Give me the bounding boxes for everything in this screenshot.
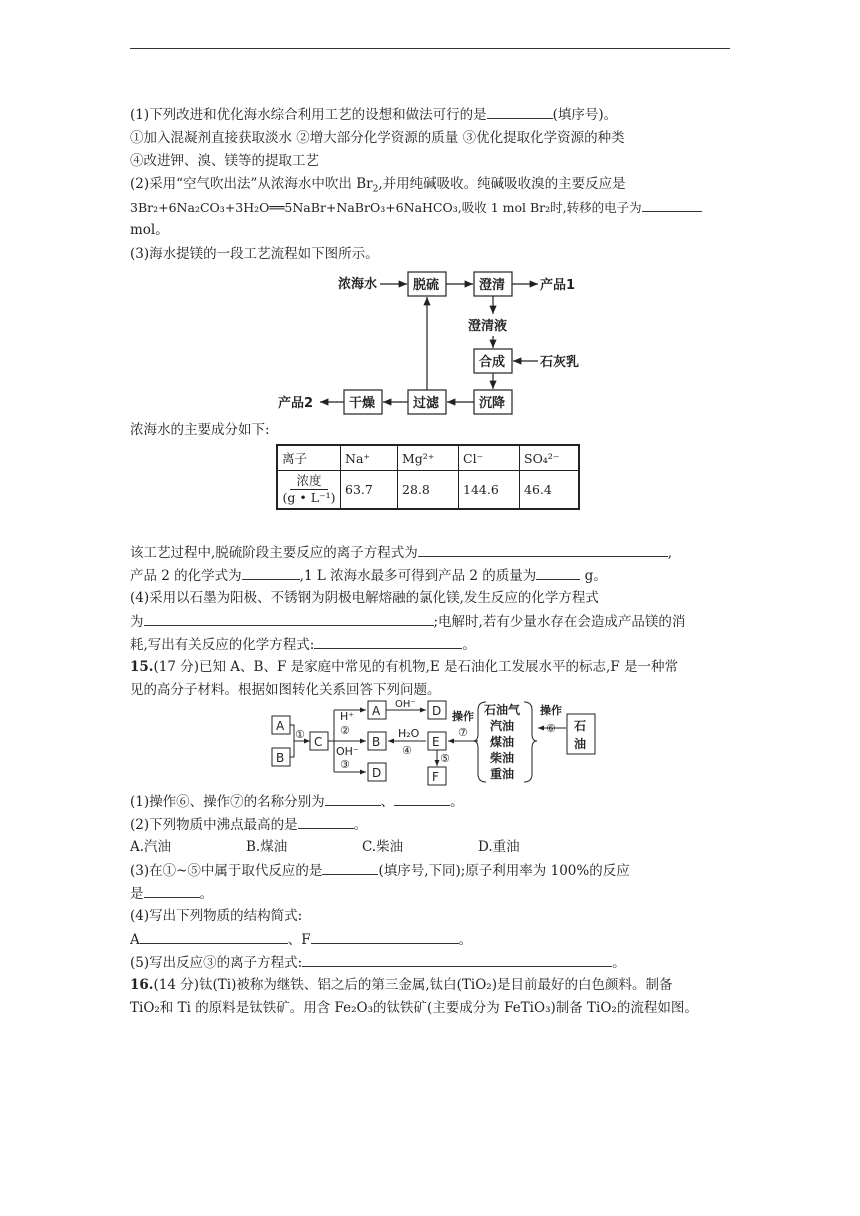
row-label-bottom: (g • L⁻¹) [282, 490, 336, 505]
p15-a-text: (17 分)已知 A、B、F 是家庭中常见的有机物,E 是石油化工发展水平的标志,F 是一种常 [153, 659, 679, 675]
reaction-6: ⑥ [546, 722, 556, 735]
p15-q3-line [130, 860, 630, 881]
q2-line-a: (2)采用“空气吹出法”从浓海水中吹出 $Br_2$,并用纯碱吸收。纯碱吸收溴的主要反应是 [130, 176, 626, 195]
flow-product1: 产品1 [540, 278, 576, 293]
p15-q1-text: (1)操作⑥、操作⑦的名称分别为 [130, 794, 325, 810]
p15-q3-blank2 [144, 883, 200, 898]
q4-b-blank [144, 611, 434, 626]
option-d: D.重油 [478, 839, 520, 855]
p15-q3-blank1 [322, 860, 378, 875]
table-header: Cl⁻ [459, 445, 520, 471]
q2-equation-tail: ,吸收 1 mol Br₂时,转移的电子为 [457, 200, 642, 215]
table-cell: 63.7 [341, 471, 398, 510]
node-A-right: A [372, 704, 381, 718]
q3-c-text1: 产品 2 的化学式为 [130, 568, 242, 584]
p15-q5-text: (5)写出反应③的离子方程式: [130, 955, 303, 971]
p15-q2-blank [298, 814, 354, 829]
flow-settle: 沉降 [479, 396, 506, 411]
reaction-3: ③ [340, 758, 350, 771]
p15-number: 15. [130, 659, 154, 675]
p15-q4-line2 [130, 929, 472, 950]
flow-lime: 石灰乳 [540, 355, 580, 370]
reaction-5: ⑤ [440, 752, 450, 765]
flow-dry: 干燥 [349, 396, 376, 411]
cond-h2o: H₂O [398, 727, 420, 740]
q4-b-line [130, 611, 685, 632]
q1-line [130, 104, 617, 125]
reaction-4: ④ [402, 744, 412, 757]
p15-q3-line2 [130, 883, 213, 904]
concentration-table [276, 444, 580, 510]
q1-tail: (填序号)。 [552, 107, 618, 123]
q2-line-b [130, 197, 702, 218]
petro-diesel: 柴油 [490, 751, 515, 765]
q2-text-a2: ,并用纯碱吸收。纯碱吸收溴的主要反应是 [378, 176, 626, 192]
magnesium-flow-diagram [270, 262, 600, 422]
p15-q4-f: 、F [287, 932, 311, 948]
label-op7: 操作 [452, 710, 474, 723]
p15-a-line [130, 657, 678, 677]
cond-hplus: H⁺ [340, 710, 355, 723]
q1-options-a: ①加入混凝剂直接获取淡水 ②增大部分化学资源的质量 ③优化提取化学资源的种类 [130, 130, 625, 146]
flow-filter: 过滤 [413, 396, 440, 411]
top-rule [130, 48, 730, 49]
node-B-left: B [276, 751, 285, 765]
q1-blank [487, 104, 553, 119]
petro-gasoline: 汽油 [490, 719, 515, 733]
q4-a-text: (4)采用以石墨为阳极、不锈钢为阴极电解熔融的氯化镁,发生反应的化学方程式 [130, 590, 599, 606]
p15-q2-end: 。 [353, 817, 368, 833]
option-a: A.汽油 [130, 839, 172, 855]
table-header: Mg²⁺ [398, 445, 459, 471]
q2-unit: mol。 [130, 222, 169, 238]
q2-equation: 3Br₂+6Na₂CO₃+3H₂O══5NaBr+NaBrO₃+6NaHCO₃ [130, 200, 458, 215]
node-D-lower: D [372, 766, 382, 780]
p15-q5-blank [302, 952, 612, 967]
petro-heavy-oil: 重油 [490, 767, 515, 781]
petro-gas: 石油气 [484, 703, 521, 717]
option-c: C.柴油 [362, 839, 404, 855]
option-b: B.煤油 [246, 839, 288, 855]
q1-options-b: ④改进钾、溴、镁等的提取工艺 [130, 153, 319, 169]
table-cell: 46.4 [520, 471, 580, 510]
p15-q5-line [130, 952, 626, 973]
p15-q2-text: (2)下列物质中沸点最高的是 [130, 817, 298, 833]
p15-q3-end: 。 [199, 886, 213, 902]
organic-conversion-diagram [268, 698, 600, 788]
p15-options [130, 837, 520, 857]
p16-a-text: (14 分)钛(Ti)被称为继铁、铝之后的第三金属,钛白(TiO₂)是目前最好的白色颜料。制备 [153, 977, 673, 993]
q3-b-blank [418, 542, 668, 557]
q3-c-text2: ,1 L 浓海水最多可得到产品 2 的质量为 [299, 568, 537, 584]
reaction-1: ① [295, 728, 305, 741]
node-A-left: A [276, 719, 285, 733]
row-label-top: 浓度 [290, 473, 327, 490]
table-header: Na⁺ [341, 445, 398, 471]
q4-b-text1: 为 [130, 614, 144, 630]
p15-q3-text2: (填序号,下同);原子利用率为 100%的反应 [378, 863, 630, 879]
p16-number: 16. [130, 977, 154, 993]
q4-c-blank [314, 634, 462, 649]
q3-b-text: 该工艺过程中,脱硫阶段主要反应的离子方程式为 [130, 545, 418, 561]
q4-b-text2: ;电解时,若有少量水存在会造成产品镁的消 [433, 614, 686, 630]
q2-text-a: (2)采用“空气吹出法”从浓海水中吹出 Br [130, 176, 373, 192]
q4-c-line [130, 634, 476, 655]
p15-q1-line [130, 791, 464, 812]
q3-b-line: 该工艺过程中,脱硫阶段主要反应的离子方程式为 , [130, 542, 672, 563]
table-header: SO₄²⁻ [520, 445, 580, 471]
table-cell: 144.6 [459, 471, 520, 510]
table-row [277, 471, 579, 510]
node-C: C [314, 735, 323, 749]
node-F: F [432, 770, 439, 784]
q3-c-text3: g。 [580, 568, 607, 584]
cond-oh-upper: OH⁻ [395, 699, 416, 710]
q3-text: (3)海水提镁的一段工艺流程如下图所示。 [130, 246, 379, 262]
q3-c-blank2 [536, 565, 580, 580]
q4-c-text2: 。 [462, 637, 476, 653]
table-header-row [277, 445, 579, 471]
oil-char1: 石 [574, 719, 587, 733]
p15-b-text: 见的高分子材料。根据如图转化关系回答下列问题。 [130, 682, 441, 698]
flow-synthesis: 合成 [479, 355, 506, 370]
table-header: 离子 [277, 445, 341, 471]
node-E: E [432, 735, 440, 749]
reaction-2: ② [340, 724, 350, 737]
petro-kerosene: 煤油 [490, 735, 515, 749]
table-row-label [277, 471, 341, 510]
p15-q2-line [130, 814, 367, 835]
cond-oh-lower: OH⁻ [336, 745, 359, 758]
flow-seawater: 浓海水 [338, 277, 378, 292]
p15-q1-blank1 [325, 791, 381, 806]
p16-a-line [130, 975, 672, 995]
p15-q3-text3: 是 [130, 886, 144, 902]
oil-char2: 油 [574, 737, 587, 751]
p15-q1-sep: 、 [380, 794, 395, 810]
p15-q3-text: (3)在①~⑤中属于取代反应的是 [130, 863, 323, 879]
p15-q1-blank2 [394, 791, 450, 806]
flow-clear-liquid: 澄清液 [468, 319, 508, 334]
q4-c-text1: 耗,写出有关反应的化学方程式: [130, 637, 315, 653]
flow-product2: 产品2 [278, 396, 314, 411]
p15-q4-a: A [130, 932, 140, 948]
p15-q5-end: 。 [612, 955, 626, 971]
p15-q4-end: 。 [458, 932, 473, 948]
q1-text: (1)下列改进和优化海水综合利用工艺的设想和做法可行的是 [130, 107, 487, 123]
node-D-upper: D [432, 704, 442, 718]
table-intro: 浓海水的主要成分如下: [130, 422, 270, 438]
q2-blank [642, 197, 702, 212]
q3-c-line [130, 565, 607, 586]
table-cell: 28.8 [398, 471, 459, 510]
p15-q4-blank2 [311, 929, 459, 944]
p15-q4-blank1 [140, 929, 288, 944]
node-B-right: B [372, 735, 381, 749]
p15-q4-text: (4)写出下列物质的结构简式: [130, 908, 303, 924]
flow-desulf: 脱硫 [413, 278, 440, 293]
q3-c-blank1 [242, 565, 300, 580]
p15-q1-end: 。 [450, 794, 464, 810]
reaction-7: ⑦ [458, 726, 468, 739]
flow-clarify: 澄清 [479, 278, 506, 293]
label-op6: 操作 [540, 704, 562, 717]
p16-b-text: TiO₂和 Ti 的原料是钛铁矿。用含 Fe₂O₃的钛铁矿(主要成分为 FeTiO₃)制备 TiO₂的流程如图。 [130, 1000, 698, 1016]
